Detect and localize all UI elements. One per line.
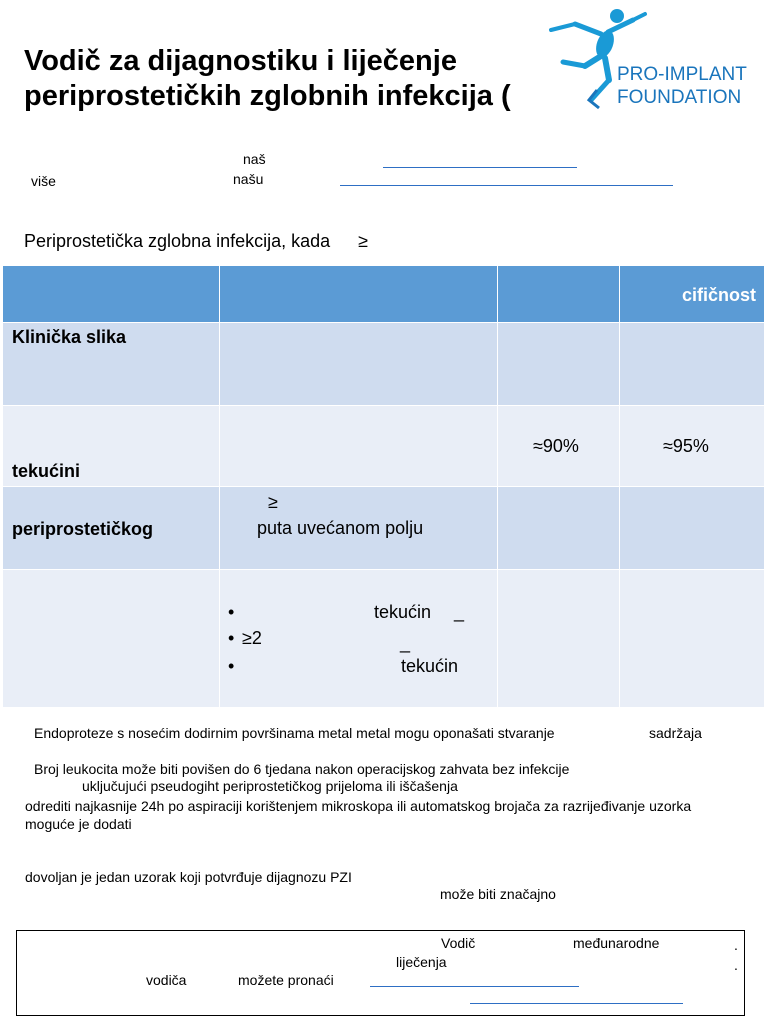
row4-bullet1-text: tekućin — [374, 602, 432, 622]
row2-specificity-cell — [620, 406, 765, 487]
footer-vodica: vodiča — [146, 972, 187, 988]
row1-label: Klinička slika — [12, 327, 127, 347]
row2-sensitivity-cell — [498, 406, 620, 487]
row2-label-cell — [3, 406, 220, 487]
row1-cell-4 — [620, 323, 765, 406]
row4-cell-4 — [620, 570, 765, 708]
table-row — [3, 487, 765, 570]
note-3-line1: dovoljan je jedan uzorak koji potvrđuje dijagnozu PZI — [25, 869, 352, 885]
subtitle — [24, 231, 368, 252]
footer-box — [16, 930, 745, 1016]
note-1: Endoproteze s nosećim dodirnim površinama metal metal mogu oponašati stvaranje — [34, 725, 555, 741]
note-3-line2: može biti značajno — [440, 886, 556, 902]
criteria-table — [2, 265, 765, 708]
note-2-line3: odrediti najkasnije 24h po aspiraciji korištenjem mikroskopa ili automatskog brojača za razrijeđivanje uzorka — [25, 798, 692, 814]
header-cell-2 — [220, 266, 498, 323]
intro-nas: naš — [243, 151, 266, 167]
row3-cell-4 — [620, 487, 765, 570]
footer-dot-1: . — [734, 937, 738, 953]
page-title: Vodič za dijagnostiku i liječenje periprostetičkih zglobnih infekcija ( — [24, 45, 511, 112]
row2-label: tekućini — [12, 461, 81, 481]
table-row — [3, 570, 765, 708]
footer-hyperlink-underline-1[interactable] — [370, 986, 579, 987]
subtitle-symbol: ≥ — [358, 231, 369, 251]
header-cell-4 — [620, 266, 765, 323]
intro-nasu: našu — [233, 171, 264, 187]
header-specificity: cifičnost — [681, 285, 756, 305]
logo-text-line2: FOUNDATION — [617, 87, 742, 108]
row1-cell-3 — [498, 323, 620, 406]
table-header-row — [3, 266, 765, 323]
row3-label: periprostetičkog — [12, 519, 154, 539]
footer-hyperlink-underline-2[interactable] — [470, 1003, 683, 1004]
row3-label-cell — [3, 487, 220, 570]
footer-mozete: možete pronaći — [238, 972, 334, 988]
logo — [545, 4, 755, 114]
footer-vodic: Vodič — [441, 935, 476, 951]
subtitle-text: Periprostetička zglobna infekcija, kada — [24, 231, 331, 251]
row4-bullets-cell — [220, 570, 498, 708]
row4-bullet2-text: ≥2 — [242, 628, 262, 648]
row3-cell-3 — [498, 487, 620, 570]
row3-detail-cell — [220, 487, 498, 570]
row4-bullet3-mark: _ — [400, 633, 411, 653]
header-cell-3 — [498, 266, 620, 323]
note-2-line4: moguće je dodati — [25, 816, 132, 832]
intro-vise: više — [31, 173, 56, 189]
hyperlink-underline-2[interactable] — [340, 185, 673, 186]
row2-specificity: ≈95% — [663, 436, 709, 456]
row4-bullet-dot-2: • — [228, 628, 235, 648]
header-cell-1 — [3, 266, 220, 323]
logo-text-line1: PRO-IMPLANT — [617, 64, 747, 85]
row3-detail: puta uvećanom polju — [257, 518, 424, 538]
note-2-line2: uključujući pseudogiht periprostetičkog prijeloma ili iščašenja — [82, 778, 458, 794]
table-row — [3, 406, 765, 487]
footer-medunarodne: međunarodne — [573, 935, 660, 951]
note-1-end: sadržaja — [649, 725, 702, 741]
hyperlink-underline-1[interactable] — [383, 167, 577, 168]
note-2-line1: Broj leukocita može biti povišen do 6 tjedana nakon operacijskog zahvata bez infekcije — [34, 761, 570, 777]
row2-sensitivity: ≈90% — [533, 436, 579, 456]
row2-cell-2 — [220, 406, 498, 487]
row4-cell-1 — [3, 570, 220, 708]
row1-cell-2 — [220, 323, 498, 406]
row3-symbol: ≥ — [268, 492, 278, 512]
row4-bullet-dot-1: • — [228, 602, 235, 622]
row4-bullet3-text: tekućin — [401, 656, 459, 676]
row4-bullet-dot-3: • — [228, 656, 235, 676]
table-row — [3, 323, 765, 406]
footer-lijecenja: liječenja — [396, 954, 447, 970]
row4-cell-3 — [498, 570, 620, 708]
footer-dot-2: . — [734, 957, 738, 973]
row4-bullet1-mark: _ — [454, 602, 465, 622]
row1-label-cell — [3, 323, 220, 406]
